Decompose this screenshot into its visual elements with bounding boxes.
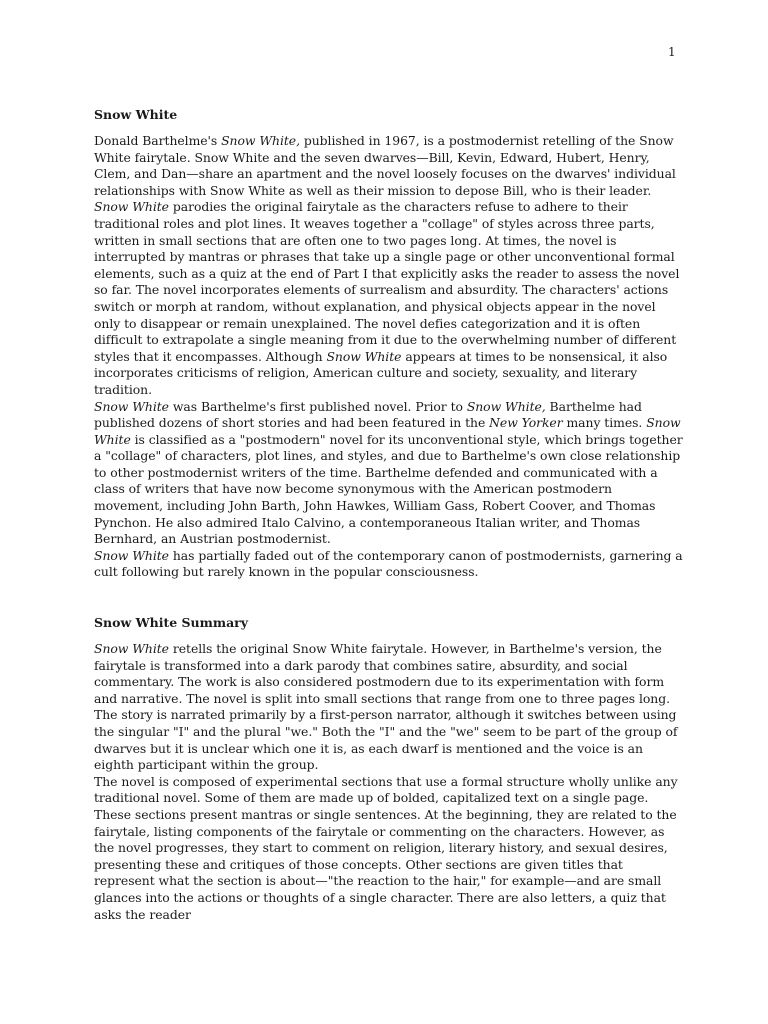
document-body [94,107,684,923]
italic-text: Snow White [94,547,169,563]
italic-text: Snow White [94,398,169,414]
section-heading: Snow White Summary [94,615,249,631]
section-intro [94,107,684,581]
text-run: The novel is composed of experimental sections that use a formal structure wholly unlike any traditional novel. Some of them are made up of bolded, capitalized text on a single page. These sections present mantras or single sentences. At the beginning, they are related to the fairytale, listing components of the fairytale or commenting on the characters. However, as the novel progresses, they start to comment on religion, literary history, and sexual desires, presenting these and critiques of those concepts. Other sections are given titles that represent what the section is about—"the reaction to the hair," for example—and are small glances into the actions or thoughts of a single character. There are also letters, a quiz that asks the reader [94,773,678,922]
text-run: published in 1967, is a postmodernist retelling of the Snow White fairytale. Snow White and the seven dwarves—Bill, Kevin, Edward, Hubert, Henry, Clem, and Dan—share an apartment and the novel loosely focuses on the dwarves' individual relationships with Snow White as well as their mission to depose Bill, who is their leader. [94,133,676,198]
text-run: was Barthelme's first published novel. Prior to [168,398,467,414]
text-run: is classified as a "postmodern" novel for its unconventional style, which brings together a "collage" of characters, plot lines, and styles, and due to Barthelme's own close relationship to other postmodernist writers of the time. Barthelme defended and communicated with a class of writers that have now become synonymous with the American postmodern movement, including John Barth, John Hawkes, William Gass, Robert Coover, and Thomas Pynchon. He also admired Italo Calvino, a contemporaneous Italian writer, and Thomas Bernhard, an Austrian postmodernist. [94,431,683,547]
text-run: appears at times to be nonsensical, it also incorporates criticisms of religion, American culture and society, sexuality, and literary tradition. [94,348,668,397]
page-number: 1 [668,45,676,59]
section-summary [94,615,684,923]
italic-text: New Yorker [489,415,563,431]
text-run: Donald Barthelme's [94,133,222,148]
italic-text: Snow White, [466,398,546,414]
section-heading: Snow White [94,107,178,122]
paragraph [94,548,684,581]
section-spacer [94,581,684,615]
italic-text: Snow White [326,348,402,364]
text-run: many times. [562,415,647,431]
italic-text: Snow White [94,199,169,215]
italic-text: Snow White [94,415,681,447]
italic-text: Snow White [94,641,169,657]
text-run: has partially faded out of the contemporary canon of postmodernists, garnering a cult following but rarely known in the popular consciousness. [94,547,683,580]
italic-text: Snow White, [221,133,300,148]
paragraph [94,399,684,548]
text-run: Barthelme had published dozens of short stories and had been featured in the [94,398,642,431]
paragraph [94,133,684,399]
text-run: parodies the original fairytale as the characters refuse to adhere to their traditional roles and plot lines. It weaves together a "collage" of styles across three parts, written in small sections that are often one to two pages long. At times, the novel is interrupted by mantras or phrases that take up a single page or other unconventional formal elements, such as a quiz at the end of Part I that explicitly asks the reader to assess the novel so far. The novel incorporates elements of surrealism and absurdity. The characters' actions switch or morph at random, without explanation, and physical objects appear in the novel only to disappear or remain unexplained. The novel defies categorization and it is often difficult to extrapolate a single meaning from it due to the overwhelming number of different styles that it encompasses. Although [94,199,680,364]
text-run: retells the original Snow White fairytale. However, in Barthelme's version, the fairytale is transformed into a dark parody that combines satire, absurdity, and social commentary. The work is also considered postmodern due to its experimentation with form and narrative. The novel is split into small sections that range from one to three pages long. The story is narrated primarily by a first-person narrator, although it switches between using the singular "I" and the plural "we." Both the "I" and the "we" seem to be part of the group of dwarves but it is unclear which one it is, as each dwarf is mentioned and the voice is an eighth participant within the group. [94,641,678,773]
paragraph [94,774,684,923]
paragraph [94,641,684,774]
